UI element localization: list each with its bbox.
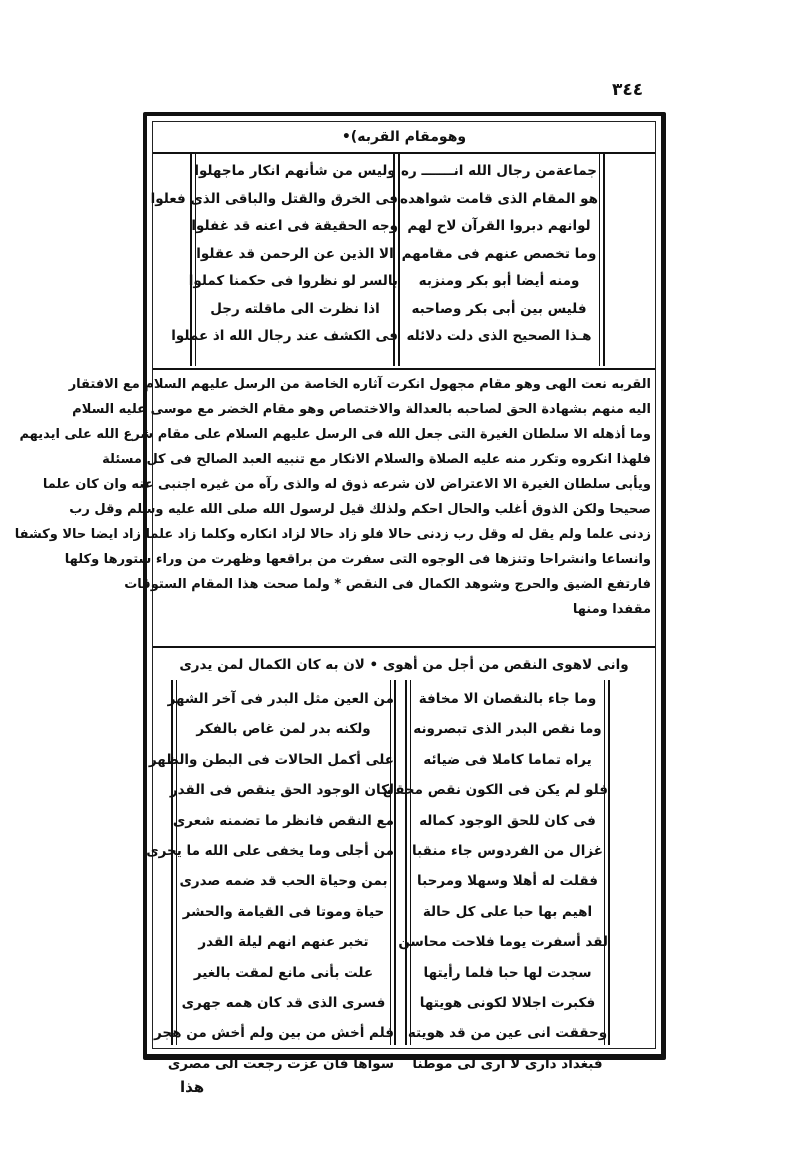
poem2-left-column xyxy=(146,680,396,1072)
verse-line: فلم أخش من بين ولم أخش من هجر xyxy=(154,1025,394,1042)
verse-line: لقد أسفرت يوما فلاحت محاسن xyxy=(398,934,608,951)
verse-line: غزال من الفردوس جاء منقبا xyxy=(412,843,603,860)
prose-line: فلهذا انكروه وتكرر منه عليه الصلاة والسلام الانكار مع تنبيه العبد الصالح فى كل مسئلة xyxy=(102,452,651,467)
poem1-left-column xyxy=(150,154,400,366)
verse-line: جماعةمن رجال الله انـــــــ ره xyxy=(401,163,597,179)
page-number: ٣٤٤ xyxy=(612,80,644,100)
page-border-frame xyxy=(14,112,666,1072)
verse-line: فى كان للحق الوجود كماله xyxy=(419,812,596,829)
verse-line: فسرى الذى قد كان همه جهرى xyxy=(181,995,386,1012)
verse-line: وما نقص البدر الذى تبصرونه xyxy=(413,721,602,738)
prose-line: فارتفع الضيق والحرج وشوهد الكمال فى النقص * ولما صحت هذا المقام الستوقات xyxy=(124,577,651,592)
verse-line: لوانهم دبروا القرآن لاح لهم xyxy=(407,218,591,234)
verse-line: ومنه أيضا أبو بكر ومنزبه xyxy=(418,273,580,289)
verse-line: ولكنه بدر لمن غاص بالفكر xyxy=(196,721,371,738)
verse-line: اذا نظرت الى ماقلته رجل xyxy=(210,300,380,317)
verse-line: وليس من شأنهم انكار ماجهلوا xyxy=(194,163,396,179)
verse-line: بالسر لو نظروا فى حكمنا كملوا xyxy=(188,273,398,289)
section-title-band xyxy=(153,122,655,154)
verse-line: يراه تماما كاملا فى ضيائه xyxy=(423,751,592,768)
verse-line: من أجلى وما يخفى على الله ما يجرى xyxy=(146,843,394,860)
verse-line: فكبرت اجلالا لكونى هويتها xyxy=(419,995,596,1012)
verse-line: علت بأنى مانع لمقت بالغير xyxy=(193,964,374,981)
verse-line: وحققت انى عين من قد هويته xyxy=(407,1025,608,1042)
verse-line: من العين مثل البدر فى آخر الشهر xyxy=(167,691,394,707)
prose-line: مقفدا ومنها xyxy=(572,602,651,617)
catchword: هذا xyxy=(180,1078,205,1096)
prose-line: وما أذهله الا سلطان الغيرة التى جعل الله فى الرسل عليهم السلام على مقام شرع الله على ايديهم xyxy=(19,427,651,442)
verse-line: فى الخرق والقتل والباقى الذى فعلوا xyxy=(150,190,398,207)
verse-line: اهيم بها حبا على كل حالة xyxy=(422,903,593,920)
prose-line: صحيحا ولكن الذوق أغلب والحال احكم ولذلك قيل لرسول الله صلى الله عليه وسلم وقل رب xyxy=(69,502,651,517)
prose-line: ويأبى سلطان الغيرة الا الاعتراض لان شرعه ذوق له والذى رآه من غيره اجنبى عنه وان كان علما xyxy=(42,477,651,492)
verse-line: مع النقص فانظر ما تضمنه شعرى xyxy=(172,812,394,829)
verse-line: الا الذين عن الرحمن قد عقلوا xyxy=(196,245,394,262)
page-inner-frame xyxy=(14,121,656,1072)
verse-line: سواها فان عزت رجعت الى مصرى xyxy=(167,1055,394,1072)
prose-line: القربه نعت الهى وهو مقام مجهول انكرت آثاره الخاصة من الرسل عليهم السلام مع الافتقار xyxy=(68,377,651,392)
poem1-right-column xyxy=(393,154,605,366)
prose-line: زدنى علما ولم يقل له وقل رب زدنى حالا فلو زاد حالا لزاد انكاره وكلما زاد علما زاد ايضا حالا وكشفا xyxy=(14,527,651,542)
prose-line: وانساعا وانشراحا وتنزها فى الوجوه التى سفرت من براقعها وظهرت من وراء ستورها وكلها xyxy=(64,552,651,567)
verse-line: فبغداد دارى لا أرى لى موطنا xyxy=(412,1055,603,1072)
verse-line: تخبر عنهم انهم ليلة القدر xyxy=(198,934,369,951)
verse-line: سجدت لها حبا فلما رأيتها xyxy=(423,964,592,981)
verse-line: وما تخصص عنهم فى مقامهم xyxy=(401,245,597,262)
verse-line: بمن وحياة الحب قد ضمه صدرى xyxy=(179,873,388,890)
verse-line: وجه الحقيقة فى اعنه قد غفلوا xyxy=(191,218,398,234)
prose-paragraph xyxy=(14,368,655,648)
verse-line: فى الكشف عند رجال الله اذ عملوا xyxy=(171,328,398,344)
verse-line: فقلت له أهلا وسهلا ومرحبا xyxy=(417,873,598,890)
verse-line: هـذا الصحيح الذى دلت دلائله xyxy=(406,328,592,344)
verse-line: وما جاء بالنقصان الا مخافة xyxy=(418,691,597,707)
verse-header xyxy=(153,652,655,678)
verse-line: لكان الوجود الحق ينقص فى القدر xyxy=(169,782,394,799)
verse-header-line: وانى لاهوى النقص من أجل من أهوى • لان به كان الكمال لمن يدرى xyxy=(179,657,629,673)
poem2-right-column xyxy=(383,680,610,1072)
verse-line: فلو لم يكن فى الكون نقص محقق xyxy=(383,782,608,799)
verse-line: فليس بين أبى بكر وصاحبه xyxy=(411,300,587,317)
verse-line: حياة وموتا فى القيامة والحشر xyxy=(182,903,385,920)
verse-line: على أكمل الحالات فى البطن والظهر xyxy=(148,751,394,768)
prose-line: اليه منهم بشهادة الحق لصاحبه بالعدالة والاختصاص وهو مقام الخضر مع موسى عليه السلام xyxy=(72,402,651,417)
section-title: وهومقام القربه)• xyxy=(341,129,467,145)
verse-line: هو المقام الذى قامت شواهده xyxy=(400,190,598,207)
